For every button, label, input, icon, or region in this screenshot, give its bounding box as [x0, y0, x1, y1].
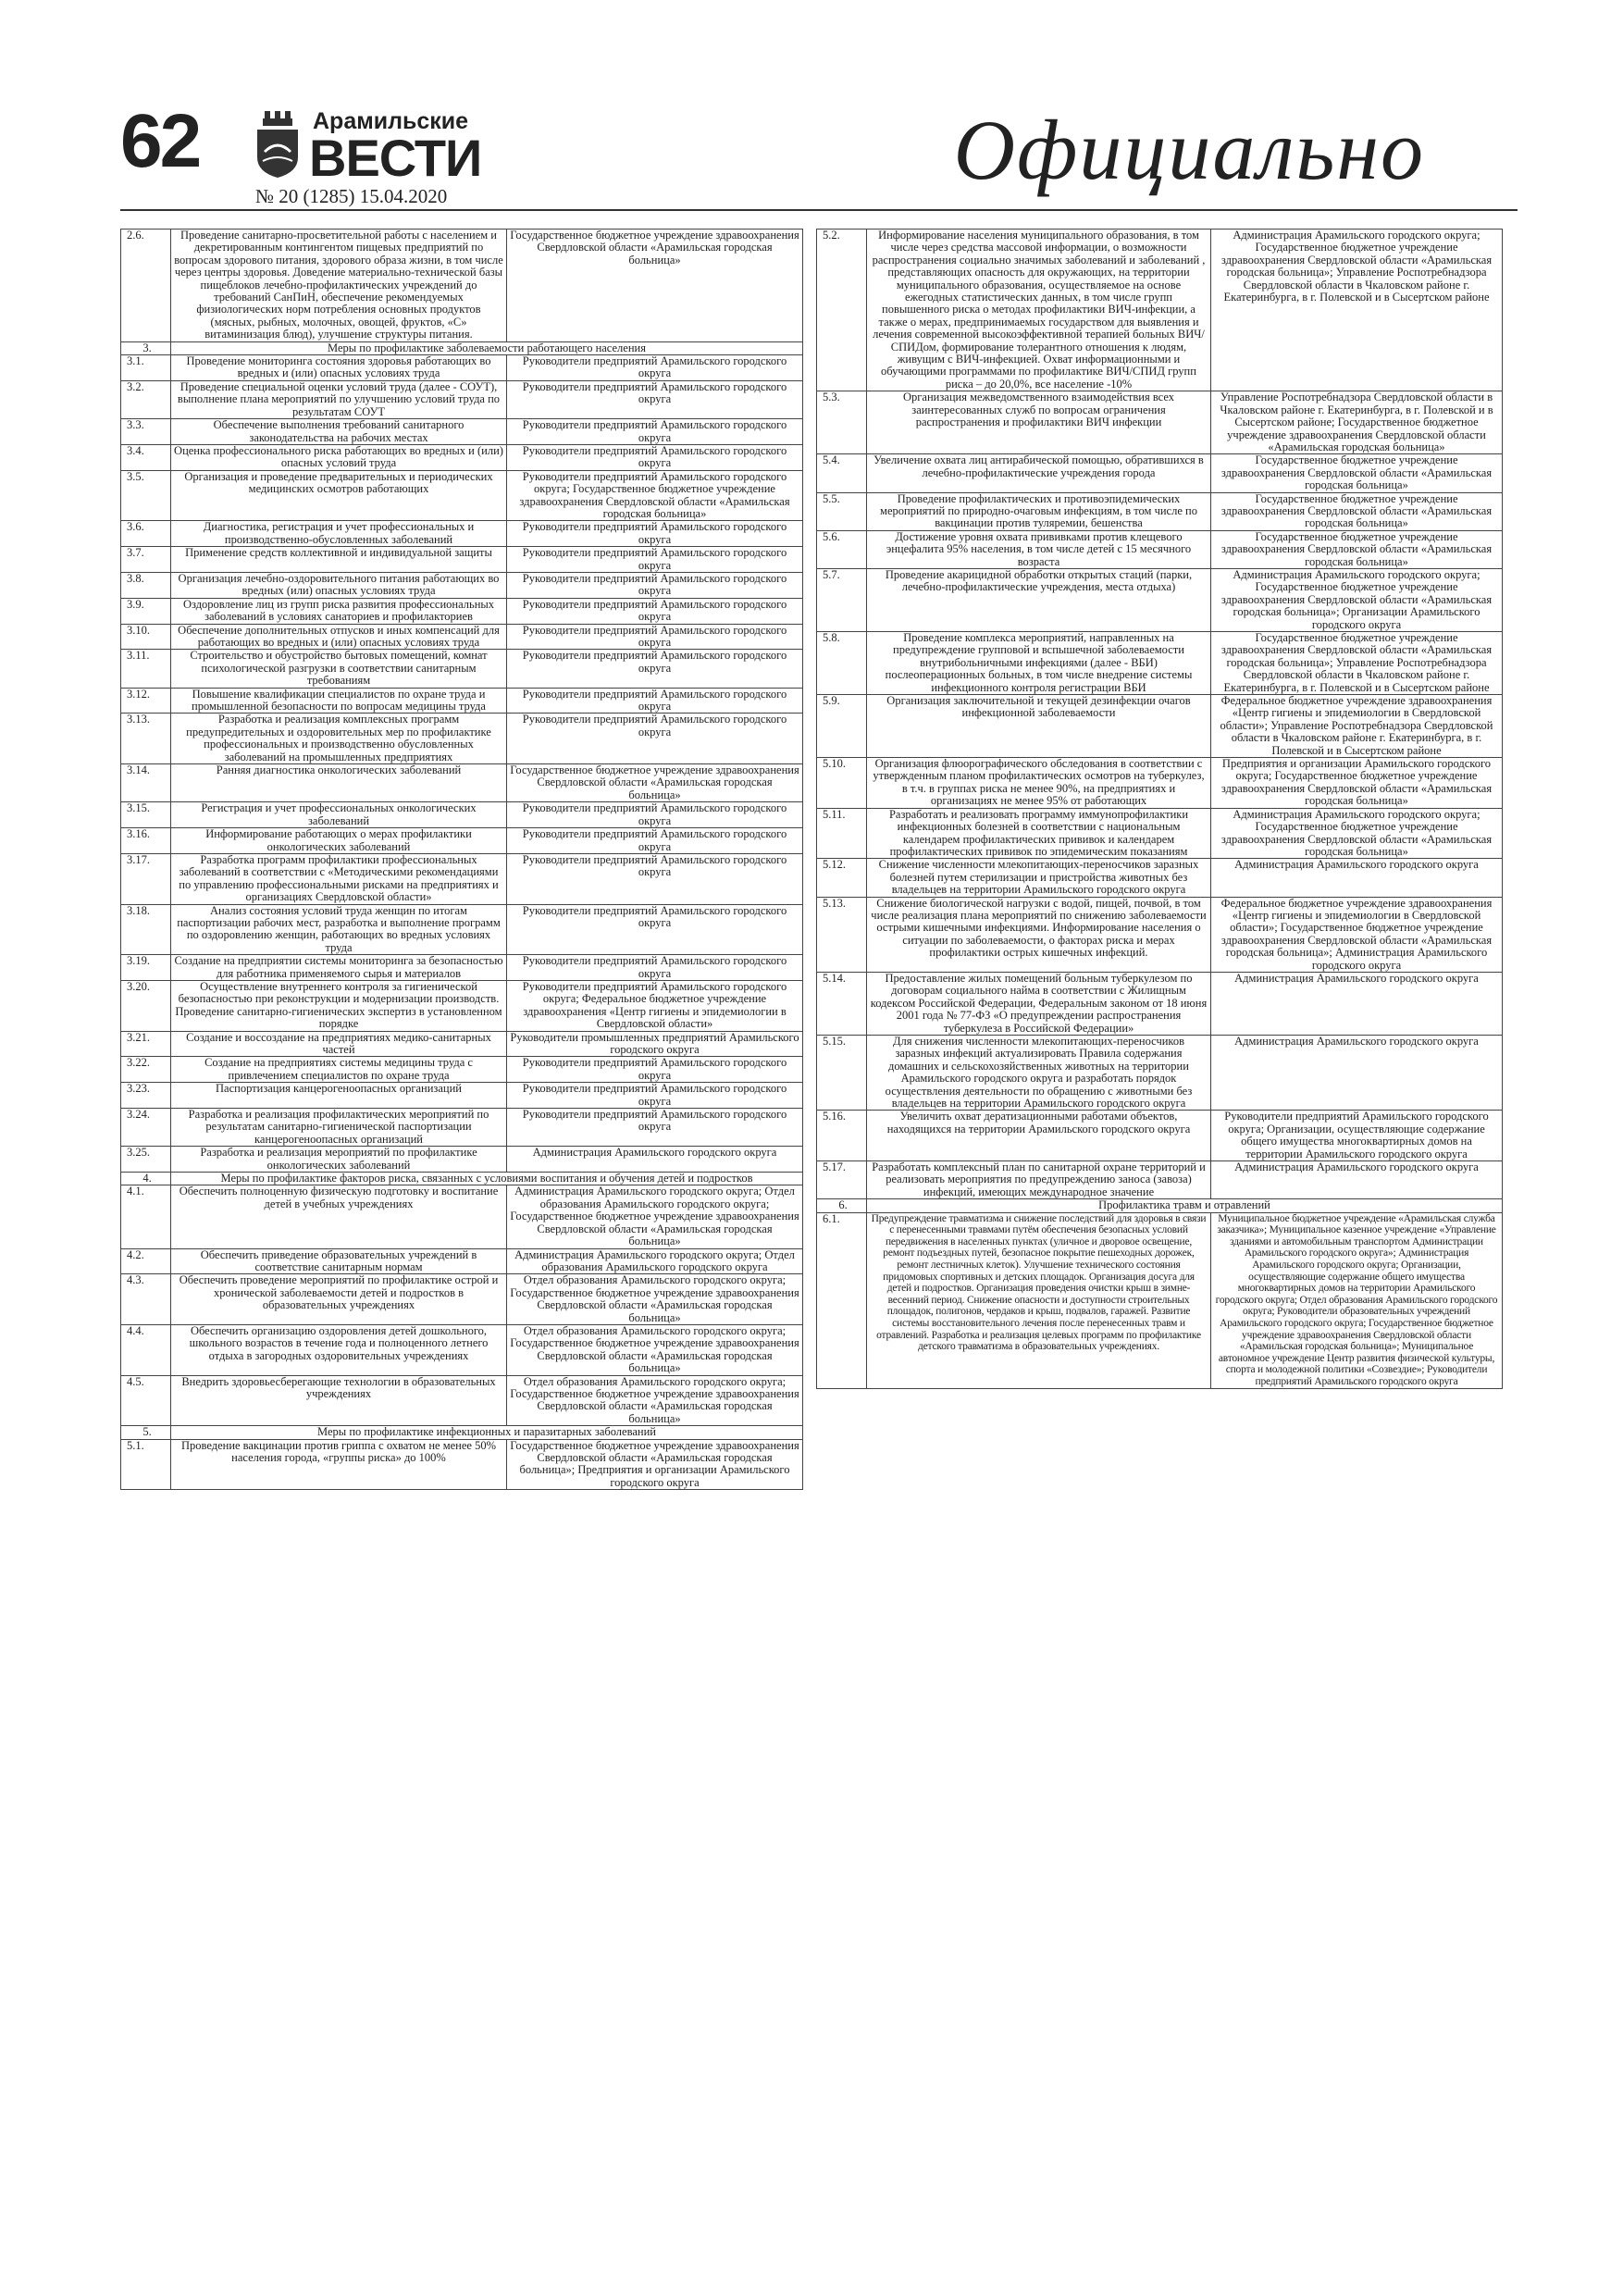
measure-text: Разработка и реализация комплексных программ предупредительных и оздоровительных мер по профилактике профессиональных и производственно обусловленных заболеваний на промышленных предприятиях: [171, 714, 507, 764]
measure-text: Организация флюорографического обследования в соответствии с утвержденным планом профилактических осмотров на туберкулез, в т.ч. в группах риска не менее 90%, на предприятиях и организациях не менее 95% от работающих: [867, 758, 1211, 809]
item-number: 3.14.: [121, 764, 171, 802]
table-row: [817, 530, 1503, 568]
table-row: [121, 828, 803, 854]
table-row: [121, 1147, 803, 1173]
measure-text: Организация межведомственного взаимодействия всех заинтересованных служб по вопросам ограничения распространения и профилактики ВИЧ инфекции: [867, 391, 1211, 454]
table-row: [121, 650, 803, 688]
item-number: 3.18.: [121, 904, 171, 955]
measure-text: Проведение акарицидной обработки открытых стаций (парки, лечебно-профилактические учреждения, места отдыха): [867, 568, 1211, 631]
item-number: 3.20.: [121, 980, 171, 1031]
responsible-text: Руководители предприятий Арамильского городского округа: [507, 1109, 803, 1147]
measure-text: Применение средств коллективной и индивидуальной защиты: [171, 547, 507, 573]
measure-text: Проведение санитарно-просветительной работы с населением и декретированным контингентом пищевых предприятий по вопросам здорового питания, здорового образа жизни, в том числе через центры здоровья. Доведение материально-технической базы пищеблоков лечебно-профилактических учреждений до требований СанПиН, обеспечение рекомендуемых физиологических норм потребления основных продуктов (мясных, рыбных, молочных, овощей, фруктов, «С» витаминизация блюд), улучшение структуры питания.: [171, 230, 507, 342]
item-number: 4.4.: [121, 1324, 171, 1375]
measure-text: Предоставление жилых помещений больным туберкулезом по договорам социального найма в соответствии с Жилищным кодексом Российской Федерации, Федеральным законом от 18 июня 2001 года № 77-ФЗ «О предупреждении распространения туберкулеза в Российской Федерации»: [867, 972, 1211, 1035]
responsible-text: Управление Роспотребнадзора Свердловской области в Чкаловском районе г. Екатеринбурга, в г. Полевской и в Сысертском районе; Государственное бюджетное учреждение здравоохранения Свердловской области «Арамильская городская больница»: [1211, 391, 1503, 454]
measure-text: Информирование населения муниципального образования, в том числе через средства массовой информации, о возможности распространения социально значимых заболеваний и заболеваний , представляющих опасность для окружающих, на территории муниципального образования, осуществляемое на основе ежегодных статистических данных, в том числе групп повышенного риска о методах профилактики ВИЧ-инфекции, а также о мерах, предпринимаемых государством для выявления и лечения современной высокоэффективной терапией больных ВИЧ/СПИДом, формирование толерантного отношения к людям, живущим с ВИЧ-инфекцией. Охват информационными и обучающими программами по профилактике ВИЧ/СПИД групп риска – до 20,0%, все население -10%: [867, 230, 1211, 391]
item-number: 2.6.: [121, 230, 171, 342]
responsible-text: Руководители предприятий Арамильского городского округа: [507, 355, 803, 381]
item-number: 3.12.: [121, 688, 171, 714]
item-number: 5.17.: [817, 1161, 867, 1199]
table-row: [121, 230, 803, 342]
measure-text: Проведение мониторинга состояния здоровья работающих во вредных и (или) опасных условиях труда: [171, 355, 507, 381]
measure-text: Ранняя диагностика онкологических заболеваний: [171, 764, 507, 802]
item-number: 3.11.: [121, 650, 171, 688]
responsible-text: Администрация Арамильского городского округа: [1211, 1036, 1503, 1111]
item-number: 3.5.: [121, 470, 171, 521]
table-row: [817, 859, 1503, 897]
item-number: 3.21.: [121, 1031, 171, 1057]
item-number: 4.3.: [121, 1274, 171, 1325]
responsible-text: Администрация Арамильского городского округа: [1211, 1161, 1503, 1199]
responsible-text: Государственное бюджетное учреждение здравоохранения Свердловской области «Арамильская городская больница»: [1211, 530, 1503, 568]
table-row: [121, 1274, 803, 1325]
item-number: 5.1.: [121, 1439, 171, 1490]
table-row: [121, 1109, 803, 1147]
responsible-text: Руководители предприятий Арамильского городского округа: [507, 419, 803, 445]
measure-text: Проведение специальной оценки условий труда (далее - СОУТ), выполнение плана мероприятий по улучшению условий труда по результатам СОУТ: [171, 380, 507, 418]
responsible-text: Руководители предприятий Арамильского городского округа: [507, 802, 803, 828]
responsible-text: Администрация Арамильского городского округа; Отдел образования Арамильского городского округа; Государственное бюджетное учреждение здравоохранения Свердловской области «Арамильская городская больница»: [507, 1185, 803, 1248]
responsible-text: Государственное бюджетное учреждение здравоохранения Свердловской области «Арамильская городская больница»: [1211, 454, 1503, 492]
responsible-text: Администрация Арамильского городского округа; Государственное бюджетное учреждение здравоохранения Свердловской области «Арамильская городская больница»; Организации Арамильского городского округа: [1211, 568, 1503, 631]
item-number: 3.7.: [121, 547, 171, 573]
item-number: 5.12.: [817, 859, 867, 897]
section-heading: Меры по профилактике заболеваемости работающего населения: [171, 341, 803, 354]
item-number: 4.5.: [121, 1375, 171, 1426]
item-number: 6.1.: [817, 1212, 867, 1388]
table-row: [121, 380, 803, 418]
table-row: [817, 1036, 1503, 1111]
responsible-text: Руководители предприятий Арамильского городского округа: [507, 547, 803, 573]
measure-text: Достижение уровня охвата прививками против клещевого энцефалита 95% населения, в том числе детей с 15 месячного возраста: [867, 530, 1211, 568]
measure-text: Повышение квалификации специалистов по охране труда и промышленной безопасности по вопросам медицины труда: [171, 688, 507, 714]
measure-text: Снижение биологической нагрузки с водой, пищей, почвой, в том числе реализация плана мероприятий по снижению заболеваемости острыми кишечными инфекциями. Информирование населения о ситуации по заболеваемости, о факторах риска и мерах профилактики острых кишечных инфекций.: [867, 897, 1211, 972]
responsible-text: Администрация Арамильского городского округа; Государственное бюджетное учреждение здравоохранения Свердловской области «Арамильская городская больница»: [1211, 808, 1503, 859]
table-row: [817, 695, 1503, 758]
item-number: 3.22.: [121, 1057, 171, 1083]
responsible-text: Отдел образования Арамильского городского округа; Государственное бюджетное учреждение здравоохранения Свердловской области «Арамильская городская больница»: [507, 1324, 803, 1375]
item-number: 5.3.: [817, 391, 867, 454]
section-heading: Меры по профилактике инфекционных и паразитарных заболеваний: [171, 1426, 803, 1439]
section-row: [121, 1426, 803, 1439]
responsible-text: Администрация Арамильского городского округа: [1211, 972, 1503, 1035]
page-number: 62: [120, 99, 200, 183]
section-row: [121, 341, 803, 354]
responsible-text: Руководители предприятий Арамильского городского округа: [507, 853, 803, 904]
measure-text: Обеспечение выполнения требований санитарного законодательства на рабочих местах: [171, 419, 507, 445]
measure-text: Разработать и реализовать программу иммунопрофилактики инфекционных болезней в соответствии с национальным календарем профилактических прививок и календарем профилактических прививок по эпидемическим показаниям: [867, 808, 1211, 859]
measure-text: Проведение профилактических и противоэпидемических мероприятий по природно-очаговым инфекциям, в том числе по вакцинации против туляремии, бешенства: [867, 492, 1211, 530]
item-number: 3.16.: [121, 828, 171, 854]
item-number: 5.15.: [817, 1036, 867, 1111]
item-number: 3.24.: [121, 1109, 171, 1147]
table-row: [817, 1212, 1503, 1388]
coat-of-arms-icon: [255, 111, 300, 178]
table-row: [121, 904, 803, 955]
table-row: [121, 598, 803, 624]
responsible-text: Руководители предприятий Арамильского городского округа: [507, 444, 803, 470]
issue-line: № 20 (1285) 15.04.2020: [255, 185, 448, 207]
section-heading: Меры по профилактике факторов риска, связанных с условиями воспитания и обучения детей и подростков: [171, 1173, 803, 1185]
table-row: [817, 972, 1503, 1035]
measures-table-right: [816, 229, 1503, 1389]
item-number: 3.23.: [121, 1083, 171, 1109]
item-number: 5.6.: [817, 530, 867, 568]
table-row: [817, 391, 1503, 454]
item-number: 5.: [121, 1426, 171, 1439]
item-number: 3.8.: [121, 572, 171, 598]
table-row: [121, 355, 803, 381]
measure-text: Разработать комплексный план по санитарной охране территорий и реализовать мероприятия по предупреждению заноса (завоза) инфекций, имеющих международное значение: [867, 1161, 1211, 1199]
item-number: 3.9.: [121, 598, 171, 624]
responsible-text: Руководители предприятий Арамильского городского округа: [507, 598, 803, 624]
measure-text: Создание и воссоздание на предприятиях медико-санитарных частей: [171, 1031, 507, 1057]
brand-top-text: Арамильские: [313, 108, 469, 134]
item-number: 5.4.: [817, 454, 867, 492]
table-row: [817, 632, 1503, 695]
measure-text: Диагностика, регистрация и учет профессиональных и производственно-обусловленных заболеваний: [171, 521, 507, 547]
table-row: [121, 444, 803, 470]
responsible-text: Федеральное бюджетное учреждение здравоохранения «Центр гигиены и эпидемиологии в Свердловской области»; Управление Роспотребнадзора Свердловской области в Чкаловском районе г. Екатеринбурга, в г. Полевской и в Сысертском районе: [1211, 695, 1503, 758]
section-heading: Профилактика травм и отравлений: [867, 1199, 1503, 1212]
measure-text: Строительство и обустройство бытовых помещений, комнат психологической разгрузки в соответствии санитарным требованиям: [171, 650, 507, 688]
item-number: 5.7.: [817, 568, 867, 631]
table-row: [121, 1057, 803, 1083]
table-row: [121, 1083, 803, 1109]
responsible-text: Отдел образования Арамильского городского округа; Государственное бюджетное учреждение здравоохранения Свердловской области «Арамильская городская больница»: [507, 1274, 803, 1325]
responsible-text: Руководители предприятий Арамильского городского округа: [507, 904, 803, 955]
measure-text: Создание на предприятиях системы медицины труда с привлечением специалистов по охране труда: [171, 1057, 507, 1083]
responsible-text: Руководители предприятий Арамильского городского округа: [507, 521, 803, 547]
brand-logo-text: ВЕСТИ: [309, 129, 482, 187]
table-row: [121, 624, 803, 650]
responsible-text: Руководители предприятий Арамильского городского округа; Государственное бюджетное учреждение здравоохранения Свердловской области «Арамильская городская больница»: [507, 470, 803, 521]
measure-text: Увеличить охват дератизационными работами объектов, находящихся на территории Арамильского городского округа: [867, 1111, 1211, 1161]
responsible-text: Руководители предприятий Арамильского городского округа: [507, 572, 803, 598]
responsible-text: Руководители предприятий Арамильского городского округа: [507, 624, 803, 650]
table-row: [817, 492, 1503, 530]
measure-text: Для снижения численности млекопитающих-переносчиков заразных инфекций актуализировать Правила содержания домашних и сельскохозяйственных животных на территории Арамильского городского округа и разработать порядок осуществления деятельности по обращению с животными без владельцев на территории Арамильского городского округа: [867, 1036, 1211, 1111]
item-number: 5.2.: [817, 230, 867, 391]
measure-text: Создание на предприятии системы мониторинга за безопасностью для работника применяемого сырья и материалов: [171, 955, 507, 981]
measure-text: Разработка программ профилактики профессиональных заболеваний в соответствии с «Методическими рекомендациями по управлению профессиональными рисками на предприятиях и организациях Свердловской области»: [171, 853, 507, 904]
responsible-text: Федеральное бюджетное учреждение здравоохранения «Центр гигиены и эпидемиологии в Свердловской области»; Государственное бюджетное учреждение здравоохранения Свердловской области «Арамильская городская больница»; Администрация Арамильского городского округа: [1211, 897, 1503, 972]
measure-text: Снижение численности млекопитающих-переносчиков заразных болезней путем стерилизации и пристройства животных без владельцев на территории Арамильского городского округа: [867, 859, 1211, 897]
table-row: [817, 1111, 1503, 1161]
responsible-text: Администрация Арамильского городского округа; Отдел образования Арамильского городского округа: [507, 1248, 803, 1274]
table-row: [121, 419, 803, 445]
measure-text: Оздоровление лиц из групп риска развития профессиональных заболеваний в условиях санаториев и профилакториев: [171, 598, 507, 624]
table-row: [121, 802, 803, 828]
responsible-text: Государственное бюджетное учреждение здравоохранения Свердловской области «Арамильская городская больница»: [507, 764, 803, 802]
table-row: [121, 1324, 803, 1375]
measure-text: Разработка и реализация мероприятий по профилактике онкологических заболеваний: [171, 1147, 507, 1173]
section-row: [817, 1199, 1503, 1212]
table-row: [121, 547, 803, 573]
section-title: Официально: [953, 103, 1425, 197]
item-number: 3.6.: [121, 521, 171, 547]
table-row: [121, 764, 803, 802]
table-row: [817, 897, 1503, 972]
responsible-text: Руководители предприятий Арамильского городского округа: [507, 714, 803, 764]
item-number: 3.13.: [121, 714, 171, 764]
item-number: 5.14.: [817, 972, 867, 1035]
measure-text: Внедрить здоровьесберегающие технологии в образовательных учреждениях: [171, 1375, 507, 1426]
measure-text: Оценка профессионального риска работающих во вредных и (или) опасных условий труда: [171, 444, 507, 470]
item-number: 3.1.: [121, 355, 171, 381]
measure-text: Предупреждение травматизма и снижение последствий для здоровья в связи с перенесенными травмами путём обеспечения безопасных условий передвижения в населенных пунктах (уличное и дворовое освещение, ремонт подъездных путей, безопасное покрытие пешеходных дорожек, ремонт лестничных клеток). Улучшение технического состояния придомовых спортивных и детских площадок. Организация досуга для детей и подростков. Организация проведения очистки крыш в зимне-весенний период. Снижение опасности и доступности строительных площадок, полигонов, чердаков и крыш, подвалов, гаражей. Развитие системы восстановительного лечения после перенесенных травм и отравлений. Разработка и реализация целевых программ по профилактике детского травматизма в образовательных учреждениях.: [867, 1212, 1211, 1388]
responsible-text: Государственное бюджетное учреждение здравоохранения Свердловской области «Арамильская городская больница»: [507, 230, 803, 342]
table-row: [121, 572, 803, 598]
table-row: [121, 1031, 803, 1057]
item-number: 4.1.: [121, 1185, 171, 1248]
table-row: [817, 758, 1503, 809]
table-row: [121, 470, 803, 521]
table-row: [121, 955, 803, 981]
measure-text: Организация заключительной и текущей дезинфекции очагов инфекционной заболеваемости: [867, 695, 1211, 758]
table-row: [121, 688, 803, 714]
item-number: 4.: [121, 1173, 171, 1185]
item-number: 5.8.: [817, 632, 867, 695]
measure-text: Информирование работающих о мерах профилактики онкологических заболеваний: [171, 828, 507, 854]
item-number: 3.19.: [121, 955, 171, 981]
table-row: [817, 568, 1503, 631]
table-row: [121, 1439, 803, 1490]
measures-table-left: [120, 229, 803, 1490]
table-row: [817, 1161, 1503, 1199]
item-number: 5.5.: [817, 492, 867, 530]
measure-text: Обеспечить приведение образовательных учреждений в соответствие санитарным нормам: [171, 1248, 507, 1274]
measure-text: Обеспечить полноценную физическую подготовку и воспитание детей в учебных учреждениях: [171, 1185, 507, 1248]
measure-text: Обеспечение дополнительных отпусков и иных компенсаций для работающих во вредных и (или) опасных условиях труда: [171, 624, 507, 650]
responsible-text: Руководители предприятий Арамильского городского округа: [507, 955, 803, 981]
item-number: 6.: [817, 1199, 867, 1212]
responsible-text: Руководители предприятий Арамильского городского округа; Федеральное бюджетное учреждение здравоохранения «Центр гигиены и эпидемиологии в Свердловской области»: [507, 980, 803, 1031]
item-number: 5.9.: [817, 695, 867, 758]
masthead: [120, 99, 1518, 211]
table-row: [817, 808, 1503, 859]
measure-text: Разработка и реализация профилактических мероприятий по результатам санитарно-гигиенической паспортизации канцерогеноопасных организаций: [171, 1109, 507, 1147]
table-row: [121, 714, 803, 764]
item-number: 3.3.: [121, 419, 171, 445]
responsible-text: Руководители предприятий Арамильского городского округа: [507, 650, 803, 688]
responsible-text: Руководители промышленных предприятий Арамильского городского округа: [507, 1031, 803, 1057]
table-row: [121, 980, 803, 1031]
responsible-text: Государственное бюджетное учреждение здравоохранения Свердловской области «Арамильская городская больница»: [1211, 492, 1503, 530]
table-row: [121, 853, 803, 904]
responsible-text: Руководители предприятий Арамильского городского округа: [507, 688, 803, 714]
item-number: 3.4.: [121, 444, 171, 470]
item-number: 4.2.: [121, 1248, 171, 1274]
measure-text: Проведение комплекса мероприятий, направленных на предупреждение групповой и вспышечной заболеваемости внутрибольничными инфекциями (далее - ВБИ) послеоперационных больных, в том числе внедрение системы инфекционного контроля регистрации ВБИ: [867, 632, 1211, 695]
responsible-text: Муниципальное бюджетное учреждение «Арамильская служба заказчика»; Муниципальное казенное учреждение «Управление зданиями и автомобильным транспортом Администрации Арамильского городского округа»; Администрация Арамильского городского округа; Организации, осуществляющие содержание общего имущества многоквартирных домов на территории Арамильского городского округа; Отдел образования Арамильского городского округа; Руководители образовательных учреждений Арамильского городского округа; Государственное бюджетное учреждение здравоохранения Свердловской области «Арамильская городская больница»; Муниципальное автономное учреждение Центр развития физической культуры, спорта и молодежной политики «Созвездие»; Руководители предприятий Арамильского городского округа: [1211, 1212, 1503, 1388]
responsible-text: Руководители предприятий Арамильского городского округа: [507, 828, 803, 854]
measure-text: Организация лечебно-оздоровительного питания работающих во вредных (или) опасных условиях труда: [171, 572, 507, 598]
responsible-text: Администрация Арамильского городского округа; Государственное бюджетное учреждение здравоохранения Свердловской области «Арамильская городская больница»; Управление Роспотребнадзора Свердловской области в Чкаловском районе г. Екатеринбурга, в г. Полевской и в Сысертском районе: [1211, 230, 1503, 391]
responsible-text: Руководители предприятий Арамильского городского округа: [507, 380, 803, 418]
table-row: [121, 1248, 803, 1274]
measure-text: Паспортизация канцерогеноопасных организаций: [171, 1083, 507, 1109]
measure-text: Обеспечить организацию оздоровления детей дошкольного, школьного возрастов в течение года и полноценного летнего отдыха в загородных оздоровительных учреждениях: [171, 1324, 507, 1375]
masthead-divider: [120, 209, 1518, 211]
responsible-text: Руководители предприятий Арамильского городского округа; Организации, осуществляющие содержание общего имущества многоквартирных домов на территории Арамильского городского округа: [1211, 1111, 1503, 1161]
responsible-text: Государственное бюджетное учреждение здравоохранения Свердловской области «Арамильская городская больница»; Управление Роспотребнадзора Свердловской области в Чкаловском районе г. Екатеринбурга, в г. Полевской и в Сысертском районе: [1211, 632, 1503, 695]
measure-text: Регистрация и учет профессиональных онкологических заболеваний: [171, 802, 507, 828]
table-row: [817, 230, 1503, 391]
item-number: 5.13.: [817, 897, 867, 972]
table-row: [121, 1185, 803, 1248]
measure-text: Организация и проведение предварительных и периодических медицинских осмотров работающих: [171, 470, 507, 521]
item-number: 3.2.: [121, 380, 171, 418]
table-row: [121, 1375, 803, 1426]
item-number: 3.17.: [121, 853, 171, 904]
measure-text: Обеспечить проведение мероприятий по профилактике острой и хронической заболеваемости детей и подростков в образовательных учреждениях: [171, 1274, 507, 1325]
item-number: 3.25.: [121, 1147, 171, 1173]
left-column: [120, 229, 803, 1490]
item-number: 3.10.: [121, 624, 171, 650]
section-row: [121, 1173, 803, 1185]
item-number: 3.15.: [121, 802, 171, 828]
responsible-text: Государственное бюджетное учреждение здравоохранения Свердловской области «Арамильская городская больница»; Предприятия и организации Арамильского городского округа: [507, 1439, 803, 1490]
measure-text: Проведение вакцинации против гриппа с охватом не менее 50% населения города, «группы риска» до 100%: [171, 1439, 507, 1490]
item-number: 5.11.: [817, 808, 867, 859]
responsible-text: Предприятия и организации Арамильского городского округа; Государственное бюджетное учреждение здравоохранения Свердловской области «Арамильская городская больница»: [1211, 758, 1503, 809]
responsible-text: Администрация Арамильского городского округа: [1211, 859, 1503, 897]
table-row: [817, 454, 1503, 492]
responsible-text: Отдел образования Арамильского городского округа; Государственное бюджетное учреждение здравоохранения Свердловской области «Арамильская городская больница»: [507, 1375, 803, 1426]
table-row: [121, 521, 803, 547]
measure-text: Увеличение охвата лиц антирабической помощью, обратившихся в лечебно-профилактические учреждения города: [867, 454, 1211, 492]
measure-text: Анализ состояния условий труда женщин по итогам паспортизации рабочих мест, разработка и выполнение программ по оздоровлению женщин, работающих во вредных условиях труда: [171, 904, 507, 955]
responsible-text: Администрация Арамильского городского округа: [507, 1147, 803, 1173]
responsible-text: Руководители предприятий Арамильского городского округа: [507, 1083, 803, 1109]
item-number: 5.10.: [817, 758, 867, 809]
measure-text: Осуществление внутреннего контроля за гигиенической безопасностью при реконструкции и модернизации производств. Проведение санитарно-гигиенических экспертиз в установленном порядке: [171, 980, 507, 1031]
right-column: [816, 229, 1503, 1389]
item-number: 3.: [121, 341, 171, 354]
responsible-text: Руководители предприятий Арамильского городского округа: [507, 1057, 803, 1083]
item-number: 5.16.: [817, 1111, 867, 1161]
